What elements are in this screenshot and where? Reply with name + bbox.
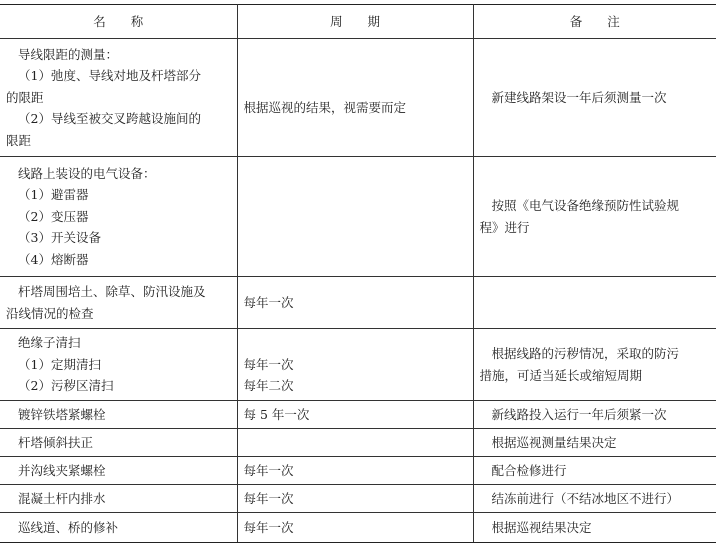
name-line: 巡线道、桥的修补	[18, 519, 119, 535]
name-line: 的限距	[6, 89, 44, 105]
header-period: 周 期	[237, 5, 473, 39]
note-line: 配合检修进行	[491, 462, 567, 478]
name-line: （4）熔断器	[18, 251, 89, 267]
header-note: 备 注	[473, 5, 716, 39]
table-row	[0, 485, 716, 513]
name-line: 镀锌铁塔紧螺栓	[18, 406, 106, 422]
note-cell	[473, 485, 716, 513]
header-row	[0, 5, 716, 39]
note-line: 程》进行	[479, 219, 530, 235]
table-row	[0, 429, 716, 457]
name-line: （2）变压器	[18, 208, 89, 224]
name-line: 并沟线夹紧螺栓	[18, 462, 106, 478]
period-line: 每年二次	[243, 378, 294, 394]
table-row	[0, 277, 716, 329]
note-line: 新线路投入运行一年后须紧一次	[491, 406, 667, 422]
note-cell	[473, 513, 716, 543]
note-cell	[473, 277, 716, 329]
name-line: （1）弛度、导线对地及杆塔部分	[18, 68, 201, 84]
table-row	[0, 39, 716, 157]
note-line: 结冻前进行（不结冰地区不进行）	[491, 490, 680, 506]
table-row	[0, 457, 716, 485]
name-line: 杆塔周围培土、除草、防汛设施及	[18, 284, 206, 299]
table-row	[0, 401, 716, 429]
table-row	[0, 329, 716, 401]
period-cell	[237, 485, 473, 513]
name-cell	[0, 429, 237, 457]
period-line: 根据巡视的结果，视需要而定	[243, 99, 407, 115]
period-cell	[237, 401, 473, 429]
note-cell	[473, 457, 716, 485]
table-row	[0, 513, 716, 543]
period-line: 每年一次	[243, 462, 294, 478]
name-line: （2）导线至被交叉跨越设施间的	[18, 111, 201, 127]
period-cell	[237, 157, 473, 277]
header-name: 名 称	[0, 5, 237, 39]
period-cell	[237, 39, 473, 157]
period-cell	[237, 457, 473, 485]
name-cell	[0, 157, 237, 277]
name-line: 沿线情况的检查	[6, 305, 94, 321]
note-line: 根据线路的污秽情况，采取的防污	[491, 346, 680, 361]
period-line: 每年一次	[243, 356, 294, 372]
period-cell	[237, 429, 473, 457]
maintenance-table	[0, 4, 716, 543]
note-cell	[473, 157, 716, 277]
name-line: 限距	[6, 132, 32, 148]
name-line: 线路上装设的电气设备：	[18, 165, 156, 181]
name-line: 混凝土杆内排水	[18, 490, 106, 506]
name-line: 导线限距的测量：	[18, 46, 119, 62]
table-row	[0, 157, 716, 277]
name-line: （3）开关设备	[18, 230, 101, 246]
period-line: 每 5 年一次	[243, 406, 310, 422]
period-cell	[237, 329, 473, 401]
name-line: 杆塔倾斜扶正	[18, 434, 94, 450]
name-cell	[0, 513, 237, 543]
period-line: 每年一次	[243, 519, 294, 535]
note-cell	[473, 39, 716, 157]
name-line: 绝缘子清扫	[18, 335, 81, 351]
note-line: 根据巡视结果决定	[491, 519, 592, 535]
name-line: （1）定期清扫	[18, 356, 101, 372]
period-line	[244, 332, 467, 354]
table-body	[0, 39, 716, 543]
note-cell	[473, 401, 716, 429]
name-cell	[0, 401, 237, 429]
name-cell	[0, 39, 237, 157]
name-cell	[0, 329, 237, 401]
name-cell	[0, 277, 237, 329]
period-cell	[237, 513, 473, 543]
name-line: （1）避雷器	[18, 187, 89, 203]
note-line: 新建线路架设一年后须测量一次	[491, 89, 667, 105]
period-cell	[237, 277, 473, 329]
note-cell	[473, 329, 716, 401]
note-line: 措施，可适当延长或缩短周期	[479, 367, 643, 383]
name-line: （2）污秽区清扫	[18, 378, 114, 394]
name-cell	[0, 485, 237, 513]
name-cell	[0, 457, 237, 485]
note-line: 根据巡视测量结果决定	[491, 434, 617, 450]
table-header	[0, 5, 716, 39]
period-line: 每年一次	[243, 490, 294, 506]
note-line: 按照《电气设备绝缘预防性试验规	[491, 198, 680, 213]
period-line: 每年一次	[243, 294, 294, 310]
note-cell	[473, 429, 716, 457]
